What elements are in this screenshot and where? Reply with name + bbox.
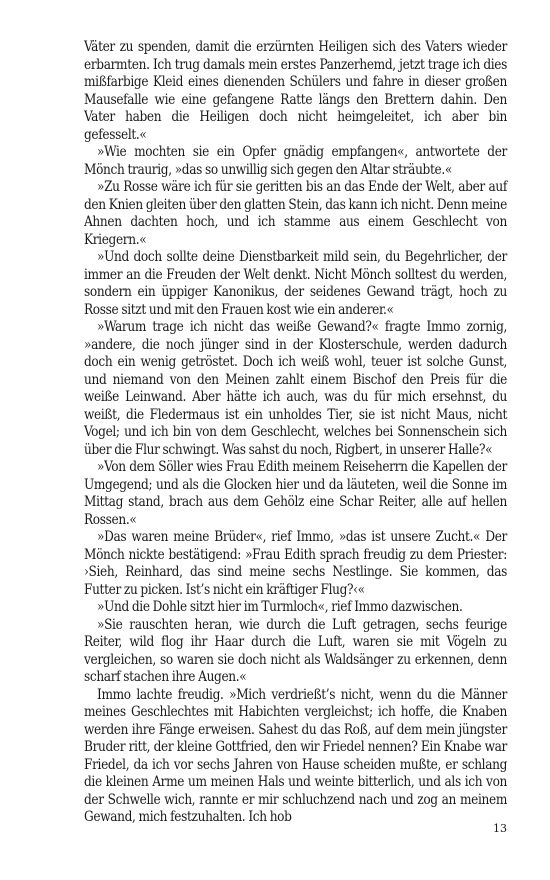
paragraph-6: »Von dem Söller wies Frau Edith meinem Reiseherrn die Kapellen der Umgegend; und als die Glocken hier und da läuteten, weil die Sonne im Mittag stand, brach aus dem Gehölz eine Schar Reiter, alle auf hellen Rossen.« [84, 459, 507, 528]
paragraph-3: »Zu Rosse wäre ich für sie geritten bis an das Ende der Welt, aber auf den Knien gleiten über den glatten Stein, das kann ich nicht. Denn meine Ahnen dachten hoch, und ich stamme aus einem Geschlecht von Kriegern.« [84, 179, 507, 248]
paragraph-2: »Wie mochten sie ein Opfer gnädig empfangen«, antwortete der Mönch traurig, »das so unwillig sich gegen den Altar sträubte.« [84, 144, 507, 178]
page-body [84, 39, 507, 827]
paragraph-9: »Sie rauschten heran, wie durch die Luft getragen, sechs feurige Reiter, wild flog ihr Haar durch die Luft, waren sie mit Vögeln zu vergleichen, so waren sie doch nicht als Waldsänger zu erkennen, denn scharf stachen ihre Augen.« [84, 616, 507, 685]
paragraph-7: »Das waren meine Brüder«, rief Immo, »das ist unsere Zucht.« Der Mönch nickte bestätigend: »Frau Edith sprach freudig zu dem Priester: ›Sieh, Reinhard, das sind meine sechs Nestlinge. Sie kommen, das Futter zu picken. Ist’s nicht ein kräftiger Flug?‹« [84, 529, 507, 598]
paragraph-4: »Und doch sollte deine Dienstbarkeit mild sein, du Begehrlicher, der immer an die Freuden der Welt denkt. Nicht Mönch solltest du werden, sondern ein üppiger Kanonikus, der seidenes Gewand trägt, hoch zu Rosse sitzt und mit den Frauen kost wie ein anderer.« [84, 249, 507, 318]
paragraph-8: »Und die Dohle sitzt hier im Turmloch«, rief Immo dazwischen. [97, 599, 463, 615]
paragraph-10: Immo lachte freudig. »Mich verdrießt’s nicht, wenn du die Männer meines Geschlechtes mit Habichten vergleichst; ich hoffe, die Knaben werden ihre Fänge erweisen. Sahest du das Roß, auf dem mein jüngster Bruder ritt, der kleine Gottfried, den wir Friedel nennen? Ein Knabe war Friedel, da ich vor sechs Jahren von Hause scheiden mußte, er schlang die kleinen Arme um meinen Hals und weinte bitterlich, und als ich von der Schwelle wich, rannte er mir schluchzend nach und zog an meinem Gewand, mich festzuhalten. Ich hob [84, 686, 507, 825]
page-number: 13 [493, 822, 507, 835]
paragraph-5: »Warum trage ich nicht das weiße Gewand?« fragte Immo zornig, »andere, die noch jünger sind in der Klosterschule, werden dadurch doch ein wenig getröstet. Doch ich weiß wohl, teuer ist solche Gunst, und niemand von den Meinen zahlt einem Bischof den Preis für die weiße Leinwand. Aber hätte ich auch, was du für mich ersehnst, du weißt, die Fledermaus ist ein unholdes Tier, sie ist nicht Maus, nicht Vogel; und ich bin von dem Geschlecht, welches bei Sonnenschein sich über die Flur schwingt. Was sahst du noch, Rigbert, in unserer Halle?« [84, 319, 507, 458]
paragraph-1: Väter zu spenden, damit die erzürnten Heiligen sich des Vaters wieder erbarmten. Ich trug damals mein erstes Panzerhemd, jetzt trage ich dies mißfarbige Kleid eines dienenden Schülers und fahre in dieser großen Mausefalle wie eine gefangene Ratte längs den Brettern dahin. Den Vater haben die Heiligen doch nicht heimgeleitet, ich aber bin gefesselt.« [84, 39, 507, 143]
